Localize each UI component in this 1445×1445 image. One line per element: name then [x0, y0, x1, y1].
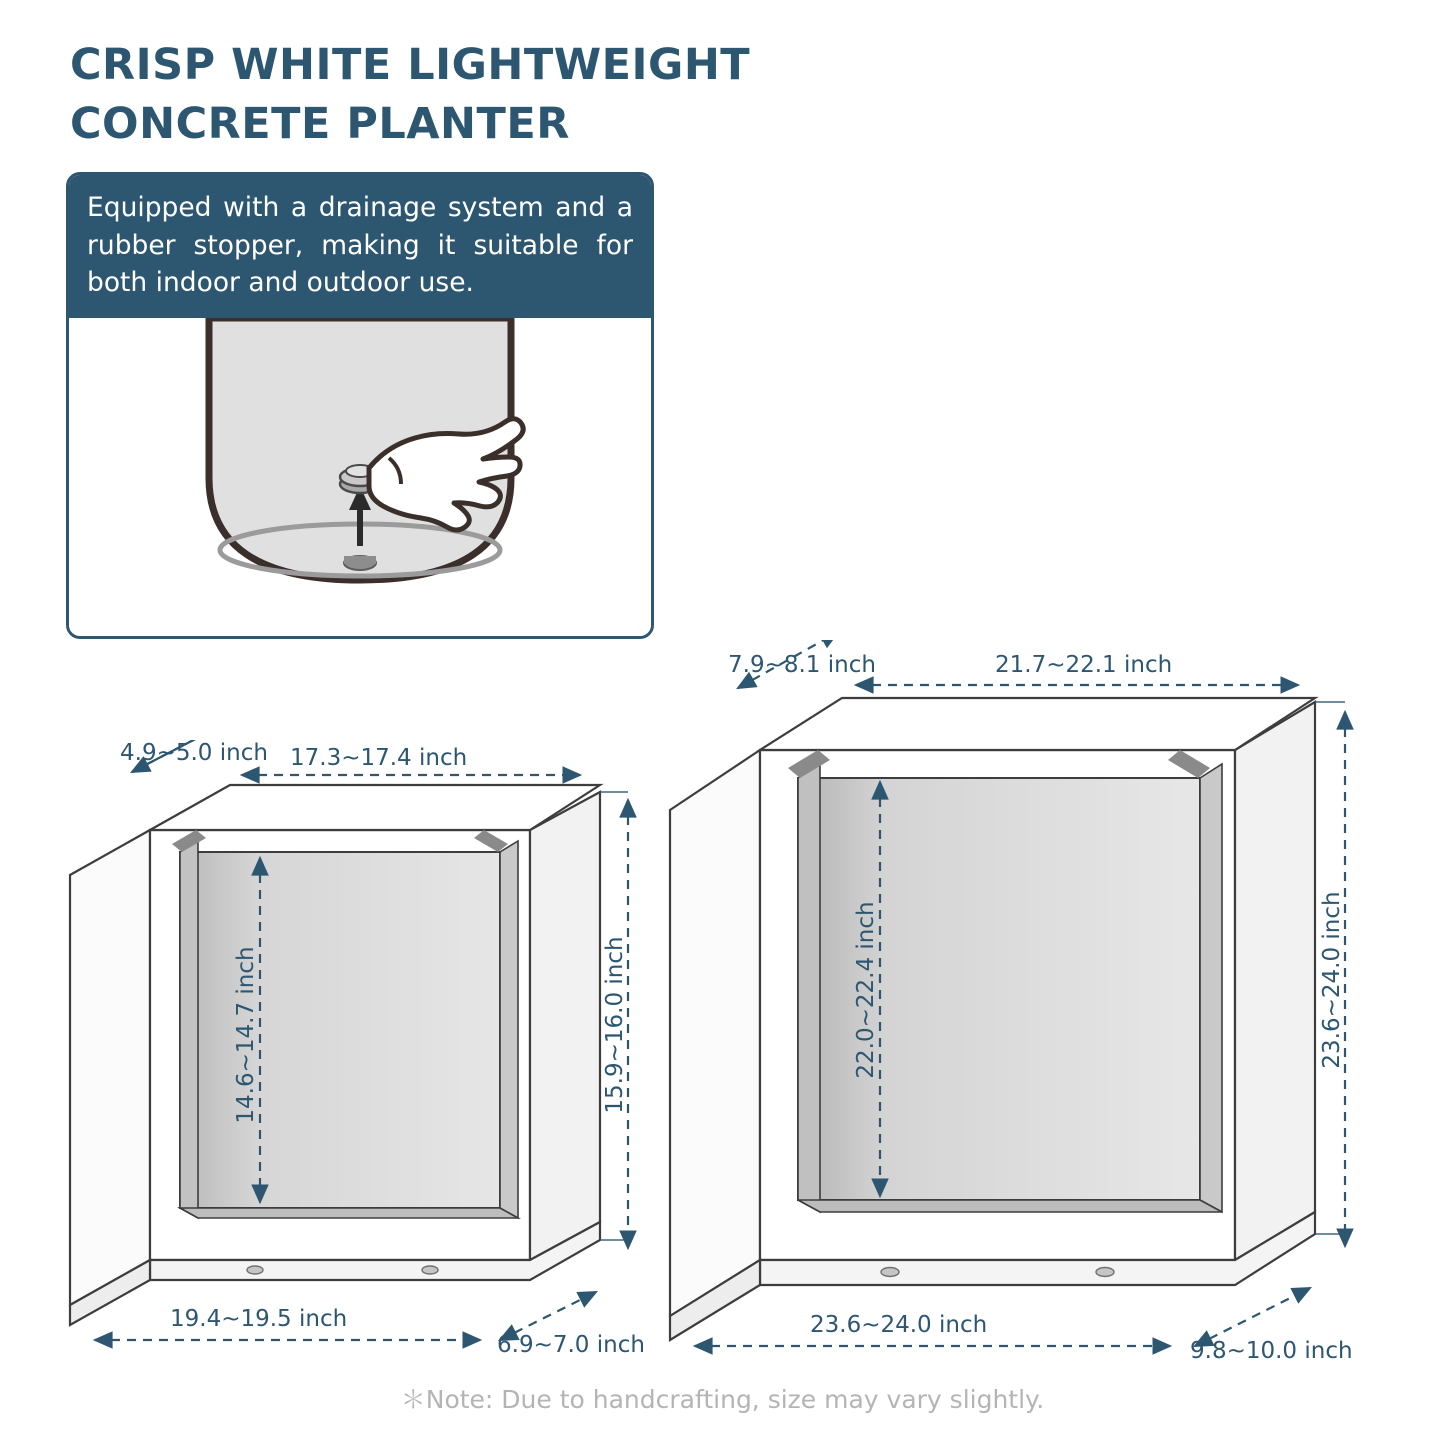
small-overall-height-label: 15.9~16.0 inch — [602, 936, 628, 1114]
large-planter-body — [670, 698, 1315, 1340]
callout-illustration — [69, 318, 651, 636]
large-base-width-label: 23.6~24.0 inch — [810, 1312, 988, 1338]
small-planter-body — [70, 785, 600, 1325]
page-title-line-2: CONCRETE PLANTER — [70, 99, 570, 150]
large-top-width-label: 21.7~22.1 inch — [995, 652, 1173, 678]
large-planter-diagram — [650, 640, 1390, 1364]
small-interior-height-label: 14.6~14.7 inch — [233, 946, 259, 1124]
feature-callout-card — [66, 172, 654, 639]
callout-description: Equipped with a drainage system and a rubber stopper, making it suitable for both indoor and outdoor use. — [69, 175, 651, 318]
small-base-depth-label: 6.9~7.0 inch — [497, 1332, 645, 1358]
page-title — [70, 36, 890, 155]
large-base-depth-label: 9.8~10.0 inch — [1190, 1338, 1353, 1360]
small-top-depth-label: 4.9~5.0 inch — [120, 740, 268, 766]
small-planter-drawing — [60, 740, 680, 1360]
large-planter-drawing — [650, 640, 1390, 1360]
large-top-depth-label: 7.9~8.1 inch — [728, 652, 876, 678]
small-planter-diagram — [60, 740, 680, 1364]
large-overall-height-label: 23.6~24.0 inch — [1319, 891, 1345, 1069]
large-interior-height-label: 22.0~22.4 inch — [853, 901, 879, 1079]
handcrafting-note: ＊Note: Due to handcrafting, size may vary slightly. — [400, 1385, 1045, 1414]
small-top-width-label: 17.3~17.4 inch — [290, 745, 468, 771]
page-title-line-1: CRISP WHITE LIGHTWEIGHT — [70, 40, 751, 90]
small-base-width-label: 19.4~19.5 inch — [170, 1306, 348, 1332]
drainage-stopper-illustration — [69, 318, 651, 636]
